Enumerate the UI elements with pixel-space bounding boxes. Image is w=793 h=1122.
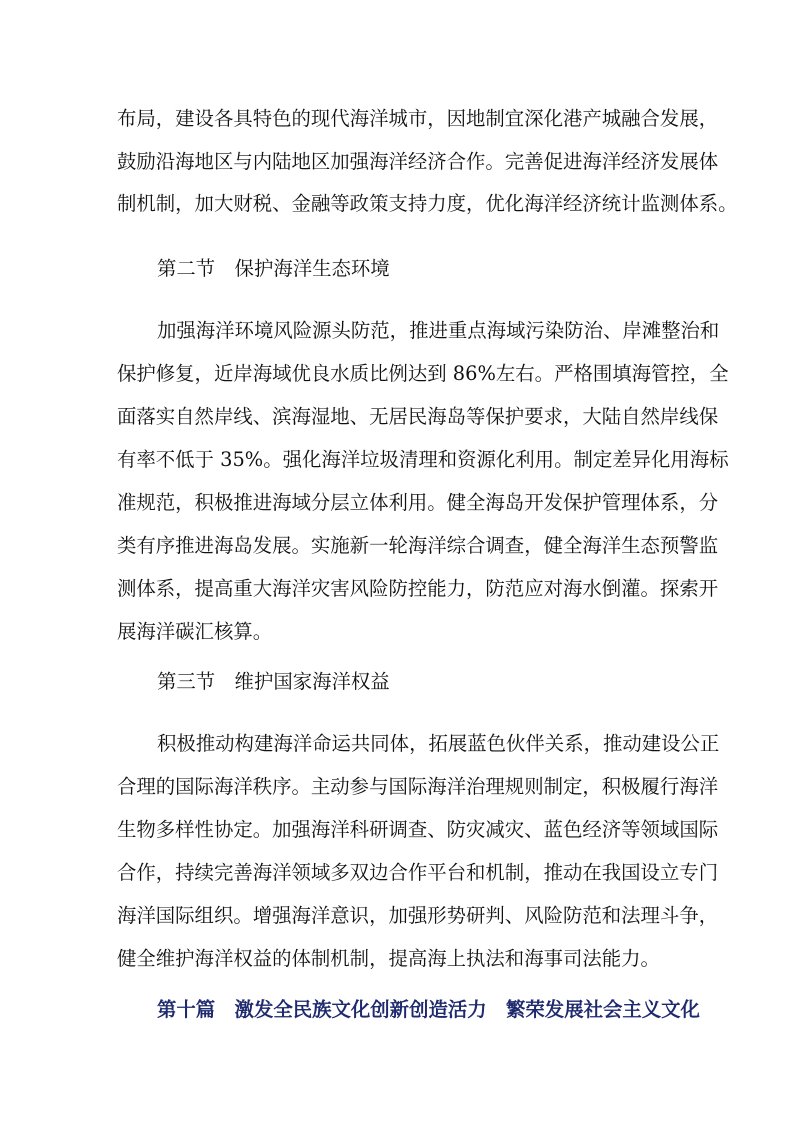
part-ten-title: 第十篇 激发全民族文化创新创造活力 繁荣发展社会主义文化 [157,998,700,1021]
section2-line-1: 加强海洋环境风险源头防范，推进重点海域污染防治、岸滩整治和 [157,319,720,342]
intro-line-1: 布局，建设各具特色的现代海洋城市，因地制宜深化港产城融合发展， [117,107,719,130]
section2-line-5: 准规范，积极推进海域分层立体利用。健全海岛开发保护管理体系，分 [117,491,719,514]
section2-line-7: 测体系，提高重大海洋灾害风险防控能力，防范应对海水倒灌。探索开 [117,577,719,600]
section3-line-4: 合作，持续完善海洋领域多双边合作平台和机制，推动在我国设立专门 [117,861,719,884]
section2-line-3: 面落实自然岸线、滨海湿地、无居民海岛等保护要求，大陆自然岸线保 [117,405,719,428]
section3-line-6: 健全维护海洋权益的体制机制，提高海上执法和海事司法能力。 [117,947,660,970]
section2-heading: 第二节 保护海洋生态环境 [157,257,390,280]
section3-line-2: 合理的国际海洋秩序。主动参与国际海洋治理规则制定，积极履行海洋 [117,775,719,798]
section3-heading: 第三节 维护国家海洋权益 [157,670,390,693]
section3-line-5: 海洋国际组织。增强海洋意识，加强形势研判、风险防范和法理斗争， [117,904,719,927]
section2-line-2: 保护修复，近岸海域优良水质比例达到 86%左右。严格围填海管控，全 [117,362,729,385]
section2-line-6: 类有序推进海岛发展。实施新一轮海洋综合调查，健全海洋生态预警监 [117,534,719,557]
section3-line-1: 积极推动构建海洋命运共同体，拓展蓝色伙伴关系，推动建设公正 [157,732,720,755]
intro-line-3: 制机制，加大财税、金融等政策支持力度，优化海洋经济统计监测体系。 [117,192,738,215]
section3-line-3: 生物多样性协定。加强海洋科研调查、防灾减灾、蓝色经济等领域国际 [117,818,719,841]
section2-line-8: 展海洋碳汇核算。 [117,620,273,643]
section2-line-4: 有率不低于 35%。强化海洋垃圾清理和资源化利用。制定差异化用海标 [117,448,729,471]
intro-line-2: 鼓励沿海地区与内陆地区加强海洋经济合作。完善促进海洋经济发展体 [117,150,719,173]
